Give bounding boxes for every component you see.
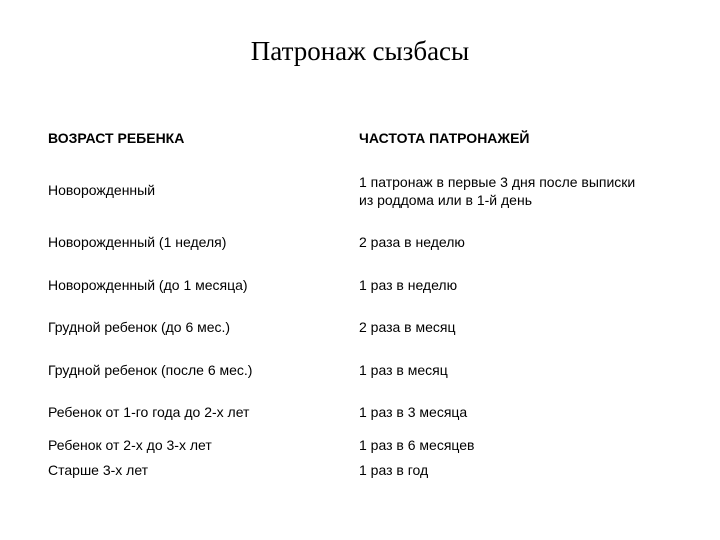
row-3-age: Грудной ребенок (до 6 мес.) [48, 319, 231, 335]
row-0-frequency-line1: 1 патронаж в первые 3 дня после выписки [359, 174, 636, 190]
row-1-frequency: 2 раза в неделю [359, 234, 465, 250]
row-7-frequency: 1 раз в год [359, 462, 429, 478]
row-6-frequency: 1 раз в 6 месяцев [359, 437, 475, 453]
row-5-age: Ребенок от 1-го года до 2-х лет [48, 404, 250, 420]
row-2-age: Новорожденный (до 1 месяца) [48, 277, 248, 293]
row-7-age: Старше 3-х лет [48, 462, 149, 478]
header-age: ВОЗРАСТ РЕБЕНКА [48, 130, 185, 146]
row-2-frequency: 1 раз в неделю [359, 277, 458, 293]
row-5-frequency: 1 раз в 3 месяца [359, 404, 468, 420]
slide-title: Патронаж сызбасы [250, 36, 470, 66]
row-0-age: Новорожденный [48, 182, 156, 198]
row-0-frequency-line2: из роддома или в 1-й день [359, 192, 532, 208]
row-4-age: Грудной ребенок (после 6 мес.) [48, 362, 253, 378]
header-frequency: ЧАСТОТА ПАТРОНАЖЕЙ [359, 130, 530, 146]
row-1-age: Новорожденный (1 неделя) [48, 234, 227, 250]
row-4-frequency: 1 раз в месяц [359, 362, 448, 378]
row-6-age: Ребенок от 2-х до 3-х лет [48, 437, 212, 453]
row-3-frequency: 2 раза в месяц [359, 319, 456, 335]
